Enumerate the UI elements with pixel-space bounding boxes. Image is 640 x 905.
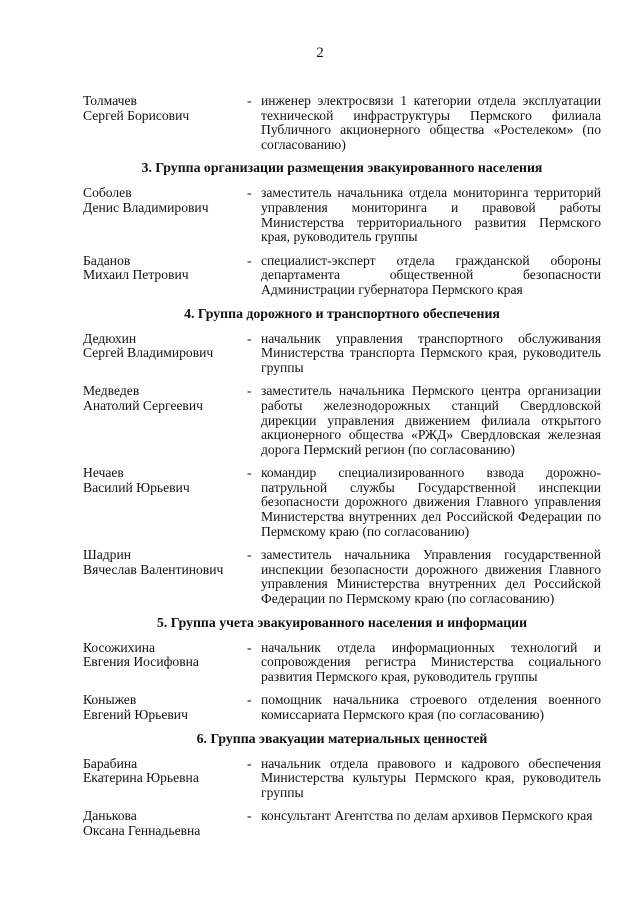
person-name bbox=[83, 94, 247, 123]
person-given-name: Евгения Иосифовна bbox=[83, 654, 199, 670]
person-name bbox=[83, 186, 247, 215]
person-given-name: Сергей Владимирович bbox=[83, 345, 214, 361]
person-position: помощник начальника строевого отделения военного комиссариата Пермского края (по согласованию) bbox=[261, 692, 601, 722]
person-position: начальник управления транспортного обслуживания Министерства транспорта Пермского края, руководитель группы bbox=[261, 330, 601, 375]
person-surname: Шадрин bbox=[83, 547, 132, 563]
person-name bbox=[83, 809, 247, 838]
person-position: заместитель начальника Управления государственной инспекции безопасности дорожного движения Главного управления Министерства внутренних дел Российской Федерации по Пермскому краю (по согласованию) bbox=[261, 547, 601, 607]
person-entry bbox=[83, 332, 601, 376]
section-title-5: 5. Группа учета эвакуированного населения и информации bbox=[156, 614, 528, 630]
section-title-3: 3. Группа организации размещения эвакуированного населения bbox=[141, 160, 543, 176]
person-entry bbox=[83, 693, 601, 722]
person-position: специалист-эксперт отдела гражданской обороны департамента общественной безопасности Администрации губернатора Пермского края bbox=[261, 252, 601, 297]
person-name bbox=[83, 466, 247, 495]
person-entry bbox=[83, 809, 601, 838]
person-name bbox=[83, 641, 247, 670]
person-entry bbox=[83, 384, 601, 457]
dash-separator: - bbox=[247, 547, 252, 563]
person-given-name: Вячеслав Валентинович bbox=[83, 561, 224, 577]
person-given-name: Оксана Геннадьевна bbox=[83, 822, 201, 838]
person-surname: Толмачев bbox=[83, 93, 137, 108]
person-position: инженер электросвязи 1 категории отдела эксплуатации технической инфраструктуры Пермского филиала Публичного акционерного общества «Ростелеком» (по согласованию) bbox=[261, 93, 601, 152]
person-surname: Соболев bbox=[83, 185, 132, 201]
person-entry bbox=[83, 186, 601, 244]
person-position: консультант Агентства по делам архивов Пермского края bbox=[261, 808, 593, 824]
person-surname: Медведев bbox=[83, 383, 140, 399]
person-given-name: Евгений Юрьевич bbox=[83, 707, 188, 722]
person-name bbox=[83, 757, 247, 786]
dash-separator: - bbox=[247, 330, 252, 346]
person-position: начальник отдела правового и кадрового обеспечения Министерства культуры Пермского края, руководитель группы bbox=[261, 755, 601, 800]
dash-separator: - bbox=[247, 639, 252, 655]
person-position: заместитель начальника отдела мониторинга территорий управления мониторинга и правовой работы Министерства территориального развития Пермского края, руководитель группы bbox=[261, 185, 601, 245]
dash-separator: - bbox=[247, 252, 252, 268]
person-entry bbox=[83, 466, 601, 539]
person-name bbox=[83, 548, 247, 577]
person-entry bbox=[83, 94, 601, 152]
person-surname: Косожихина bbox=[83, 639, 156, 655]
person-name bbox=[83, 384, 247, 413]
dash-separator: - bbox=[247, 383, 252, 399]
person-surname: Данькова bbox=[83, 808, 137, 824]
person-name bbox=[83, 332, 247, 361]
person-given-name: Денис Владимирович bbox=[83, 199, 209, 215]
person-position: командир специализированного взвода дорожно-патрульной службы Государственной инспекции безопасности дорожного движения Главного управления Министерства внутренних дел Российской Федерации по Пермскому краю (по согласованию) bbox=[261, 465, 601, 539]
person-name bbox=[83, 693, 247, 722]
dash-separator: - bbox=[247, 185, 252, 201]
person-entry bbox=[83, 548, 601, 606]
section-title-4: 4. Группа дорожного и транспортного обеспечения bbox=[184, 305, 500, 321]
dash-separator: - bbox=[247, 692, 252, 708]
person-surname: Нечаев bbox=[83, 465, 124, 481]
person-given-name: Сергей Борисович bbox=[83, 107, 190, 123]
person-entry bbox=[83, 641, 601, 685]
person-surname: Барабина bbox=[83, 755, 138, 771]
person-entry bbox=[83, 757, 601, 801]
dash-separator: - bbox=[247, 808, 252, 824]
document-body bbox=[83, 94, 601, 839]
person-position: заместитель начальника Пермского центра организации работы железнодорожных станций Свердловской дирекции управления движением филиала открытого акционерного общества «РЖД» Свердловская железная дорога Пермский регион (по согласованию) bbox=[261, 383, 601, 457]
person-given-name: Василий Юрьевич bbox=[83, 479, 190, 495]
person-surname: Баданов bbox=[83, 252, 131, 268]
person-given-name: Анатолий Сергеевич bbox=[83, 397, 203, 413]
person-surname: Коныжев bbox=[83, 692, 137, 708]
person-name bbox=[83, 254, 247, 283]
page-number: 2 bbox=[316, 45, 324, 61]
person-position: начальник отдела информационных технологий и сопровождения регистра Министерства социального развития Пермского края, руководитель группы bbox=[261, 639, 601, 684]
dash-separator: - bbox=[247, 93, 252, 108]
section-title-6: 6. Группа эвакуации материальных ценностей bbox=[196, 730, 488, 746]
person-entry bbox=[83, 254, 601, 298]
person-given-name: Михаил Петрович bbox=[83, 267, 189, 283]
dash-separator: - bbox=[247, 465, 252, 481]
person-surname: Дедюхин bbox=[83, 330, 137, 346]
dash-separator: - bbox=[247, 755, 252, 771]
person-given-name: Екатерина Юрьевна bbox=[83, 770, 199, 786]
